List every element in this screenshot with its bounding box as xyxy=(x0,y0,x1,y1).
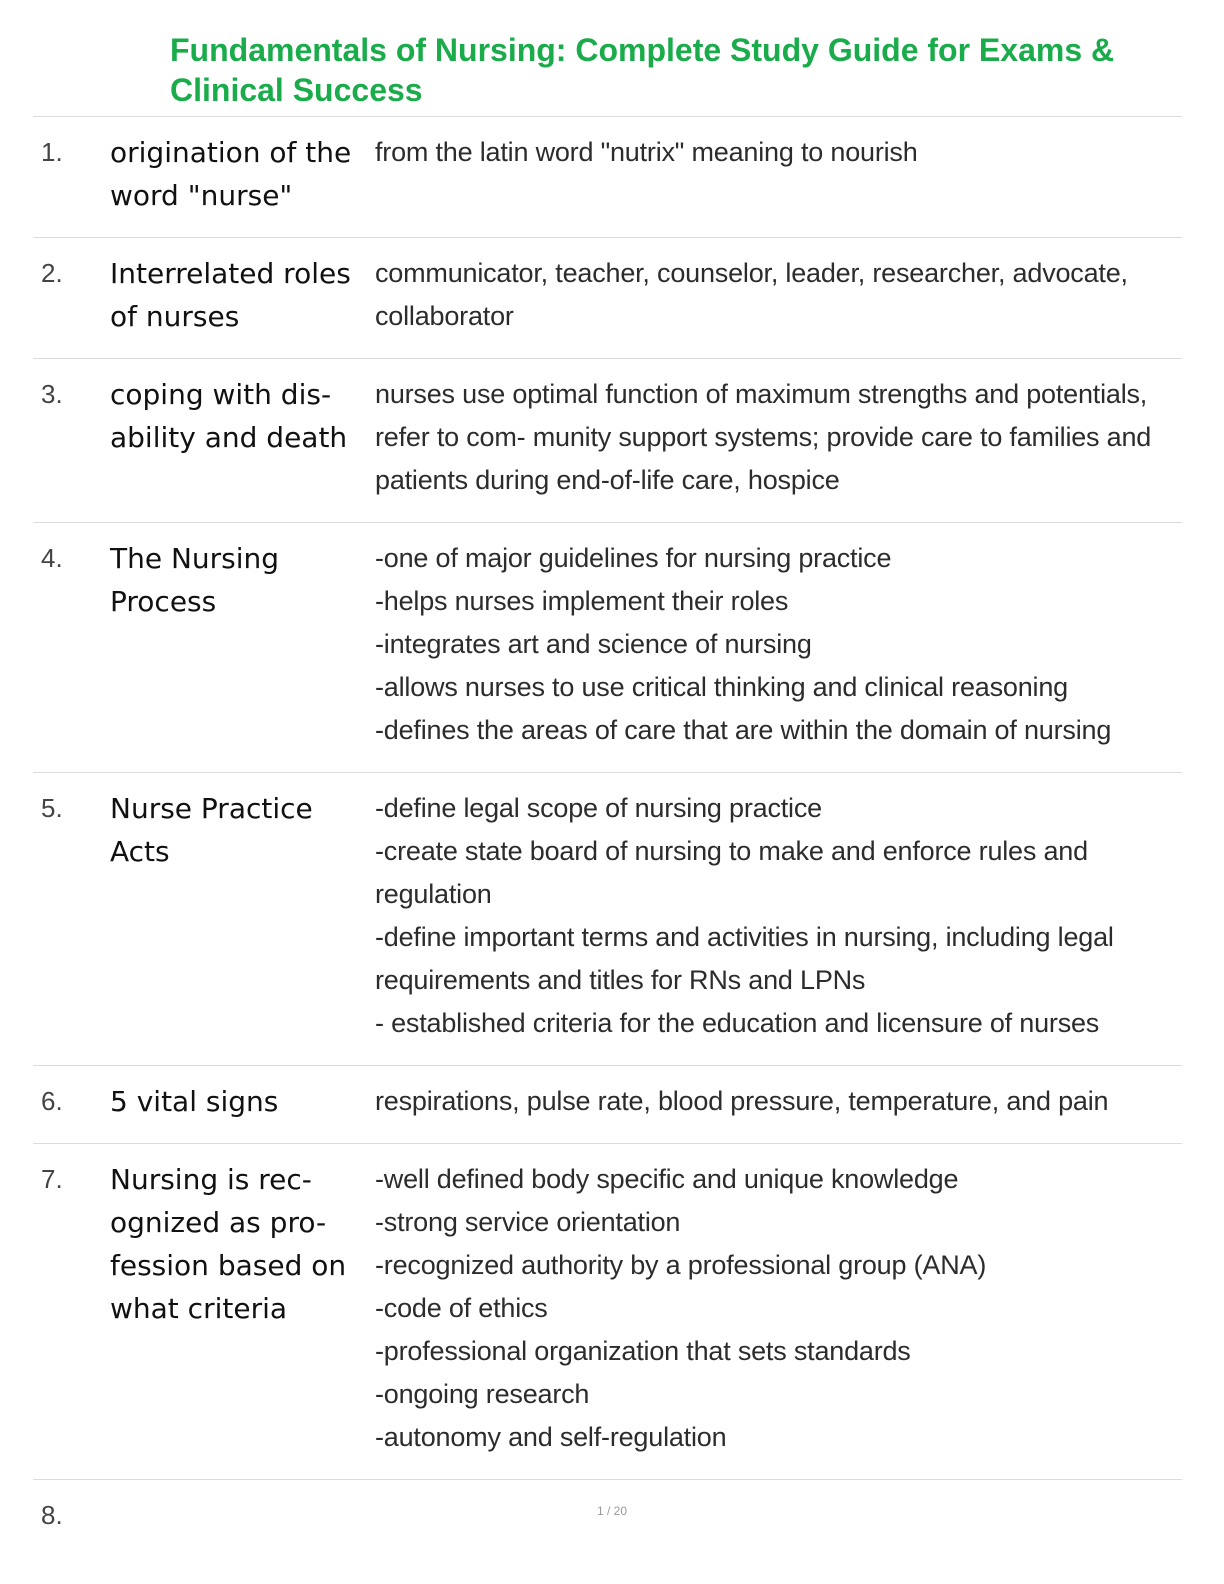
card-definition xyxy=(375,787,1182,1045)
definition-line: communicator, teacher, counselor, leader, researcher, advocate, collaborator xyxy=(375,258,1128,331)
flashcard-row xyxy=(33,359,1182,523)
card-definition xyxy=(375,373,1182,502)
definition-line: -define legal scope of nursing practice xyxy=(375,793,822,823)
card-number: 7. xyxy=(41,1164,63,1194)
flashcard-row xyxy=(33,117,1182,238)
card-term: 5 vital signs xyxy=(110,1085,279,1118)
flashcard-row xyxy=(33,1480,1182,1557)
page-number: 1 / 20 xyxy=(596,1504,628,1518)
card-number: 5. xyxy=(41,793,63,823)
definition-line: -professional organization that sets standards xyxy=(375,1336,911,1366)
definition-line: -one of major guidelines for nursing practice xyxy=(375,543,892,573)
definition-line: - established criteria for the education and licensure of nurses xyxy=(375,1008,1100,1038)
card-definition xyxy=(375,537,1182,752)
card-term: The Nursing Process xyxy=(110,542,280,618)
card-definition xyxy=(375,252,1182,338)
definition-line: -helps nurses implement their roles xyxy=(375,586,789,616)
card-number: 2. xyxy=(41,258,63,288)
flashcard-row xyxy=(33,1066,1182,1144)
flashcard-row xyxy=(33,1144,1182,1480)
card-number: 8. xyxy=(41,1500,63,1530)
card-term: Interrelated roles of nurses xyxy=(110,257,351,333)
definition-line: -well defined body specific and unique knowledge xyxy=(375,1164,959,1194)
card-definition xyxy=(375,131,1182,217)
card-number: 6. xyxy=(41,1086,63,1116)
definition-line: -recognized authority by a professional group (ANA) xyxy=(375,1250,987,1280)
card-number: 1. xyxy=(41,137,63,167)
definition-line: -strong service orientation xyxy=(375,1207,681,1237)
definition-line: -define important terms and activities in nursing, including legal requirements and titles for RNs and LPNs xyxy=(375,922,1114,995)
document-title: Fundamentals of Nursing: Complete Study Guide for Exams & Clinical Success xyxy=(170,32,1115,108)
card-term: coping with dis- ability and death xyxy=(110,378,348,454)
definition-line: from the latin word "nutrix" meaning to nourish xyxy=(375,137,918,167)
definition-line: -ongoing research xyxy=(375,1379,590,1409)
card-term: origination of the word "nurse" xyxy=(110,136,352,212)
definition-line: -allows nurses to use critical thinking and clinical reasoning xyxy=(375,672,1068,702)
definition-line: -integrates art and science of nursing xyxy=(375,629,812,659)
definition-line: nurses use optimal function of maximum strengths and potentials, refer to com- munity support systems; provide care to families and patients during end-of-life care, hospice xyxy=(375,379,1152,495)
flashcard-list xyxy=(33,116,1182,1557)
flashcard-row xyxy=(33,523,1182,773)
definition-line: -defines the areas of care that are within the domain of nursing xyxy=(375,715,1112,745)
card-definition xyxy=(375,1158,1182,1459)
definition-line: -create state board of nursing to make and enforce rules and regulation xyxy=(375,836,1088,909)
definition-line: -code of ethics xyxy=(375,1293,548,1323)
card-number: 3. xyxy=(41,379,63,409)
card-definition xyxy=(375,1080,1182,1123)
card-term: Nursing is rec- ognized as pro- fession based on what criteria xyxy=(110,1163,347,1325)
flashcard-row xyxy=(33,238,1182,359)
flashcard-row xyxy=(33,773,1182,1066)
card-number: 4. xyxy=(41,543,63,573)
card-term: Nurse Practice Acts xyxy=(110,792,313,868)
definition-line: respirations, pulse rate, blood pressure, temperature, and pain xyxy=(375,1086,1109,1116)
definition-line: -autonomy and self-regulation xyxy=(375,1422,727,1452)
